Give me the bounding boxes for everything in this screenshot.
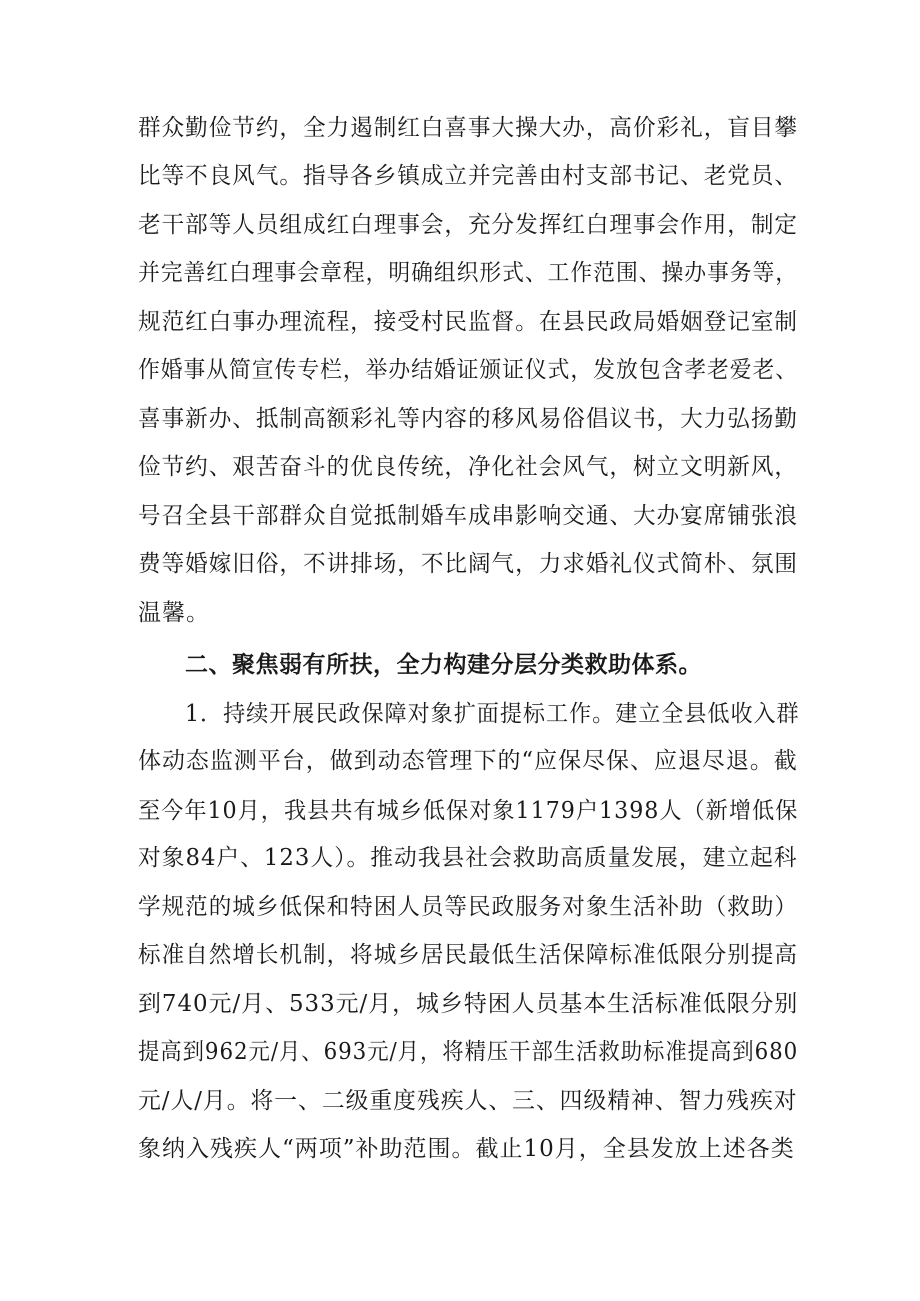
paragraph-line: 喜事新办、抵制高额彩礼等内容的移风易俗倡议书，大力弘扬勤 xyxy=(138,406,798,432)
paragraph-line: 元/人/月。将一、二级重度残疾人、三、四级精神、智力残疾对 xyxy=(138,1088,798,1114)
paragraph-line: 至今年10月，我县共有城乡低保对象1179户1398人（新增低保 xyxy=(138,798,799,824)
paragraph-line: 号召全县干部群众自觉抵制婚车成串影响交通、大办宴席铺张浪 xyxy=(138,503,798,529)
paragraph-line: 老干部等人员组成红白理事会，充分发挥红白理事会作用，制定 xyxy=(138,212,798,238)
paragraph-line: 并完善红白理事会章程，明确组织形式、工作范围、操办事务等， xyxy=(138,260,799,286)
paragraph-line: 对象84户、123人）。推动我县社会救助高质量发展，建立起科 xyxy=(138,845,798,871)
paragraph-line: 比等不良风气。指导各乡镇成立并完善由村支部书记、老党员、 xyxy=(138,163,798,189)
paragraph-line: 学规范的城乡低保和特困人员等民政服务对象生活补助（救助） xyxy=(138,894,798,920)
paragraph-line: 群众勤俭节约，全力遏制红白喜事大操大办，高价彩礼，盲目攀 xyxy=(138,115,798,141)
paragraph-line: 温馨。 xyxy=(138,600,210,626)
paragraph-line: 1．持续开展民政保障对象扩面提标工作。建立全县低收入群 xyxy=(185,701,800,727)
paragraph-line: 标准自然增长机制，将城乡居民最低生活保障标准低限分别提高 xyxy=(138,942,798,968)
paragraph-line: 规范红白事办理流程，接受村民监督。在县民政局婚姻登记室制 xyxy=(138,309,798,335)
paragraph-line: 到740元/月、533元/月，城乡特困人员基本生活标准低限分别 xyxy=(138,991,799,1017)
paragraph-line: 象纳入残疾人“两项”补助范围。截止10月，全县发放上述各类 xyxy=(138,1136,795,1162)
paragraph-line: 费等婚嫁旧俗，不讲排场，不比阔气，力求婚礼仪式简朴、氛围 xyxy=(138,551,798,577)
paragraph-line: 提高到962元/月、693元/月，将精压干部生活救助标准提高到680 xyxy=(138,1039,799,1065)
section-heading: 二、聚焦弱有所扶，全力构建分层分类救助体系。 xyxy=(185,652,702,678)
paragraph-line: 作婚事从简宣传专栏，举办结婚证颁证仪式，发放包含孝老爱老、 xyxy=(138,357,799,383)
paragraph-line: 体动态监测平台，做到动态管理下的“应保尽保、应退尽退。截 xyxy=(138,748,798,774)
paragraph-line: 俭节约、艰苦奋斗的优良传统，净化社会风气，树立文明新风， xyxy=(138,454,798,480)
